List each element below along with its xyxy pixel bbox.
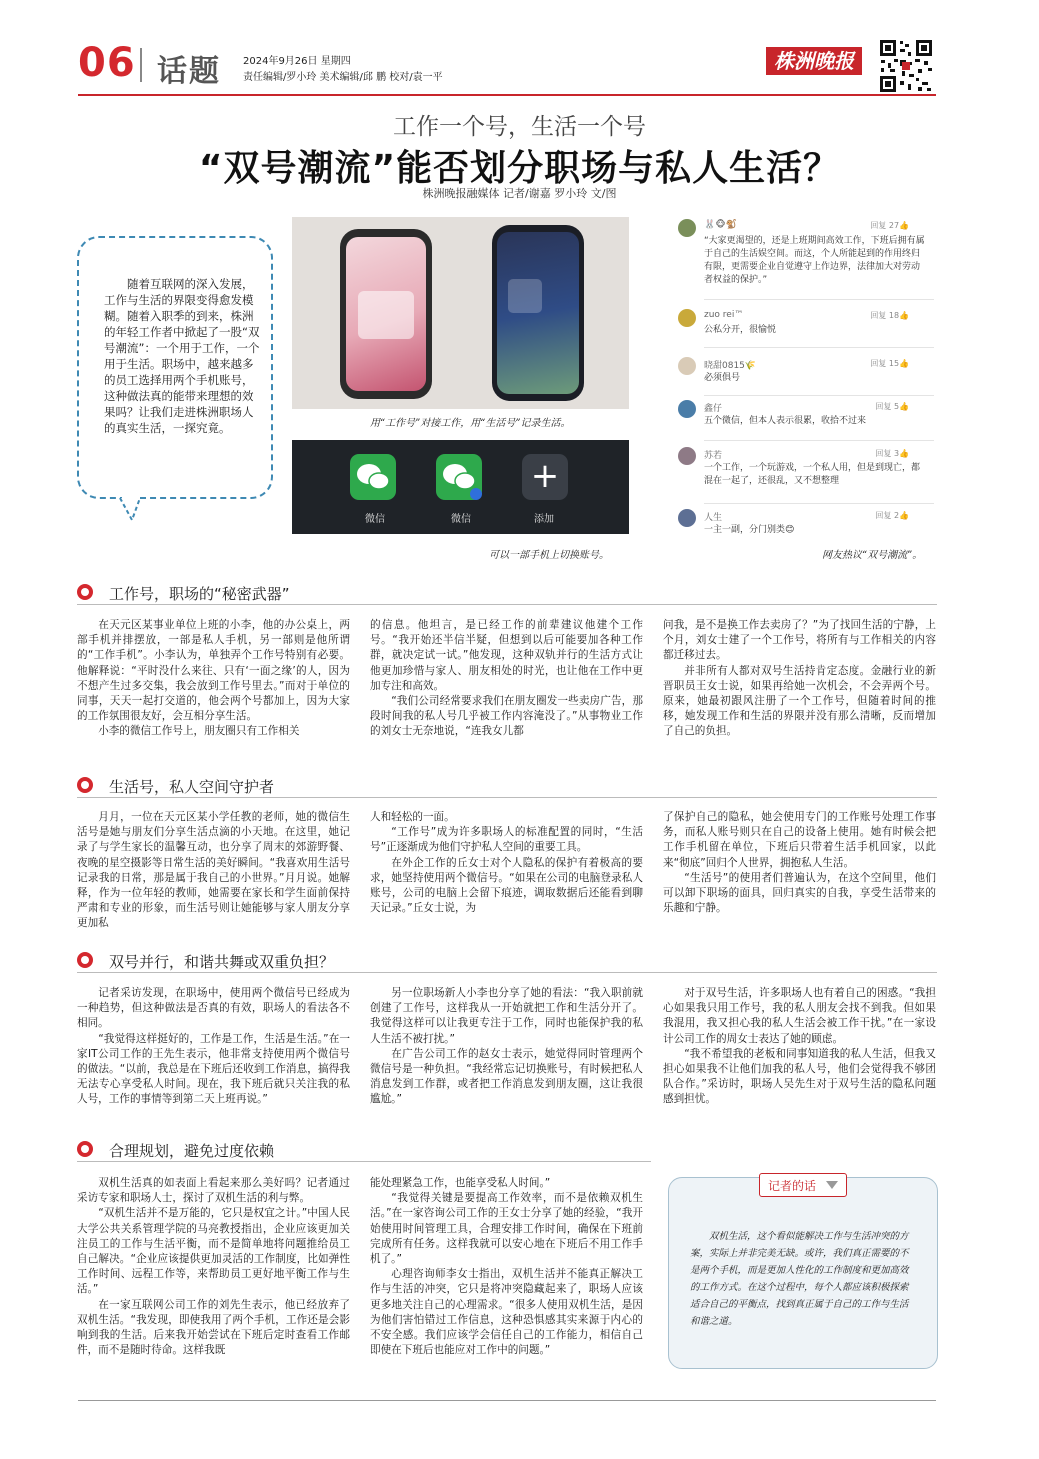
article-subhead: 工作一个号，生活一个号 <box>393 114 646 140</box>
section-title: 双号并行，和谐共舞或双重负担？ <box>109 953 335 971</box>
date-line: 2024年9月26日 星期四 <box>243 56 351 67</box>
reporter-note-text: 双机生活，这个看似能解决工作与生活冲突的方案，实际上并非完美无缺。或许，我们真正需要的不是两个手机，而是更加人性化的工作制度和更加高效的工作方式。在这个过程中，每个人都应该积极探索适合自己的平衡点，找到真正属于自己的工作与生活和谐之道。 <box>690 1231 909 1327</box>
photo-two-phones <box>292 217 629 409</box>
section-rule <box>77 797 937 798</box>
wechat-app-icon <box>350 454 396 500</box>
paragraph: 双机生活真的如表面上看起来那么美好吗？记者通过采访专家和职场人士，探讨了双机生活的利与弊。 <box>77 1177 350 1205</box>
paragraph: 在广告公司工作的赵女士表示，她觉得同时管理两个微信号是一种负担。“我经常忘记切换账号，有时候把私人消息发到工作群，或者把工作消息发到朋友圈，这让我很尴尬。” <box>370 1047 643 1106</box>
avatar <box>678 400 696 418</box>
section1-column2 <box>370 618 643 740</box>
paragraph: 并非所有人都对双号生活持肯定态度。金融行业的新晋职员王女士说，如果再给她一次机会，不会弄两个号。原来，她最初跟风注册了一个工作号，但随着时间的推移，她发现工作和生活的界限并没有那么清晰，反而增加了自己的负担。 <box>663 664 936 738</box>
paragraph: “双机生活并不是万能的，它只是权宜之计。”中国人民大学公共关系管理学院的马亮教授指出，企业应该更加关注员工的工作与生活平衡，而不是简单地将问题推给员工自己解决。“企业应该提供更加灵活的工作制度，比如弹性工作时间、远程工作等，来帮助员工更好地平衡工作与生活。” <box>77 1207 350 1296</box>
paragraph: “我们公司经常要求我们在朋友圈发一些卖房广告，那段时间我的私人号几乎被工作内容淹没了。”从事物业工作的刘女士无奈地说，“连我女儿都 <box>370 695 643 738</box>
comment-text: 五个微信，但本人表示很累，收拾不过来 <box>704 416 867 426</box>
caption-comments: 网友热议“双号潮流”。 <box>822 550 923 561</box>
avatar <box>678 447 696 465</box>
wechat-clone-icon <box>436 454 482 500</box>
photo-wechat-switcher <box>292 440 629 534</box>
paragraph: 在外企工作的丘女士对个人隐私的保护有着极高的要求，她坚持使用两个微信号。“如果在公司的电脑登录私人账号，公司的电脑上会留下痕迹，调取数据后还能看到聊天记录。”丘女士说，为 <box>370 856 643 915</box>
add-app-icon: + <box>522 454 568 500</box>
speech-tail-icon <box>118 490 152 524</box>
newspaper-logo: 株洲晚报 <box>766 47 862 75</box>
comment-meta: 回复 18👍 <box>870 311 909 320</box>
phone-pink-image <box>340 229 432 399</box>
paragraph: “工作号”成为许多职场人的标准配置的同时，“生活号”正逐渐成为他们守护私人空间的重要工具。 <box>370 826 643 854</box>
section-title: 合理规划，避免过度依赖 <box>109 1142 275 1160</box>
comment-meta: 回复 15👍 <box>870 359 909 368</box>
caption-switcher: 可以一部手机上切换账号。 <box>489 550 609 561</box>
comment-meta: 回复 27👍 <box>870 221 909 230</box>
section4-column1 <box>77 1176 350 1358</box>
comment-text: 必须俱号 <box>704 373 741 383</box>
section-title: 工作号，职场的“秘密武器” <box>109 585 290 603</box>
avatar <box>678 309 696 327</box>
comment-meta: 回复 2👍 <box>875 511 909 520</box>
paragraph: 月月，一位在天元区某小学任教的老师，她的微信生活号是她与朋友们分享生活点滴的小天地。在这里，她记录了与学生家长的温馨互动，也分享了周末的郊游野餐、夜晚的星空摄影等日常生活的美好瞬间。“我喜欢用生活号记录我的日常，那是属于我自己的小世界。”月月说。她解释，作为一位年轻的教师，她需要在家长和学生面前保持严肃和专业的形象，而生活号则让她能够与家人朋友分享更加私 <box>77 811 350 930</box>
comment-author: 🐰🐵🐒 <box>704 220 737 230</box>
comment-text: 公私分开，很愉悦 <box>704 325 777 335</box>
section-rule <box>77 1161 651 1162</box>
comment-author: 晓甜0815🌾 <box>704 361 757 371</box>
section-rule <box>77 604 937 605</box>
comment-author: 苏若 <box>704 451 723 461</box>
paragraph: 的信息。他坦言，是已经工作的前辈建议他建个工作号。“我开始还半信半疑，但想到以后可能要加各种工作群，就决定试一试。”他发现，这种双轨并行的生活方式让他更加珍惜与家人、朋友相处的时光，也让他在工作中更加专注和高效。 <box>370 619 643 692</box>
paragraph: 在天元区某事业单位上班的小李，他的办公桌上，两部手机并排摆放，一部是私人手机，另一部则是他所谓的“工作手机”。小李认为，单独弄个工作号特别有必要。他解释说：“平时没什么来往、只有‘一面之缘’的人，因为不想产生过多交集，我会放到工作号里去。”而对于单位的同事，天天一起打交道的，他会两个号都加上，因为大家的工作氛围很友好，会互相分享生活。 <box>77 619 350 723</box>
paragraph: “生活号”的使用者们普遍认为，在这个空间里，他们可以卸下职场的面具，回归真实的自我，享受生活带来的乐趣和宁静。 <box>663 871 936 915</box>
phone-blue-image <box>492 225 584 401</box>
section4-column2 <box>370 1176 643 1358</box>
section-name: 话题 <box>157 54 221 89</box>
comment-text: 一主一副，分门别类😊 <box>704 525 795 535</box>
avatar <box>678 219 696 237</box>
section3-column1 <box>77 986 350 1108</box>
qr-code-icon <box>878 38 934 94</box>
comment-author: 人生 <box>704 513 723 523</box>
article-byline: 株洲晚报融媒体 记者/谢嘉 罗小玲 文/图 <box>422 187 617 200</box>
comment-text: 一个工作，一个玩游戏，一个私人用，但是到现亡，都混在一起了，还很乱，又不想整理 <box>704 463 921 486</box>
section1-column1 <box>77 618 350 740</box>
paragraph: 记者采访发现，在职场中，使用两个微信号已经成为一种趋势，但这种做法是否真的有效，职场人的看法各不相同。 <box>77 987 350 1030</box>
masthead-rule <box>78 94 936 96</box>
divider <box>704 299 934 300</box>
section-bullet-icon <box>77 952 93 968</box>
section-bullet-icon <box>77 584 93 600</box>
reporter-note-tag <box>759 1173 847 1197</box>
intro-text: 随着互联网的深入发展，工作与生活的界限变得愈发模糊。随着入职季的到来，株洲的年轻工作者中掀起了一股“双号潮流”：一个用于工作，一个用于生活。职场中，越来越多的员工选择用两个手机账号，这种做法真的能带来理想的效果吗？让我们走进株洲职场人的真实生活，一探究竟。 <box>104 277 260 435</box>
section-title: 生活号，私人空间守护者 <box>109 778 275 796</box>
paragraph: 人和轻松的一面。 <box>370 811 455 823</box>
comment-text: “大家更渴望的，还是上班期间高效工作，下班后拥有属于自己的生活娱空间。而这，个人所能起到的作用终归有限，更需要企业自觉遵守上作边界，法律加大对劳动者权益的保护。” <box>704 236 925 285</box>
paragraph: 心理咨询师李女士指出，双机生活并不能真正解决工作与生活的冲突，它只是将冲突隐藏起来了，职场人应该更多地关注自己的心理需求。“很多人使用双机生活，是因为他们害怕错过工作信息，这种恐惧感其实来源于内心的不安全感。我们应该学会信任自己的工作能力，相信自己即使在下班后也能应对工作中的问题。” <box>370 1268 643 1357</box>
section-bullet-icon <box>77 777 93 793</box>
comment-author: 鑫仔 <box>704 404 723 414</box>
section3-column2 <box>370 986 643 1108</box>
avatar <box>678 357 696 375</box>
paragraph: 另一位职场新人小李也分享了她的看法：“我入职前就创建了工作号，这样我从一开始就把工作和生活分开了。我觉得这样可以让我更专注于工作，同时也能保护我的私人生活不被打扰。” <box>370 987 643 1045</box>
section2-column1 <box>77 810 350 932</box>
avatar <box>678 509 696 527</box>
paragraph: “我觉得关键是要提高工作效率，而不是依赖双机生活。”在一家咨询公司工作的王女士分享了她的经验，“我开始使用时间管理工具，合理安排工作时间，确保在下班前完成所有任务。这样我就可以安心地在下班后不用工作手机了。” <box>370 1192 643 1266</box>
comment-meta: 回复 3👍 <box>875 449 909 458</box>
add-label: 添加 <box>534 514 554 525</box>
section1-column3 <box>663 618 936 740</box>
wechat-label-1: 微信 <box>365 514 385 525</box>
editors-line: 责任编辑/罗小玲 美术编辑/邱 鹏 校对/袁一平 <box>243 72 443 83</box>
comments-panel <box>672 217 937 540</box>
masthead-divider <box>140 48 142 82</box>
paragraph: 在一家互联网公司工作的刘先生表示，他已经放弃了双机生活。“我发现，即使我用了两个手机，工作还是会影响到我的生活。后来我开始尝试在下班后定时查看工作邮件，而不是随时待命。这样我既 <box>77 1298 350 1357</box>
divider <box>704 395 934 396</box>
chevron-down-icon <box>826 1181 838 1189</box>
section-bullet-icon <box>77 1141 93 1157</box>
paragraph: 了保护自己的隐私，她会使用专门的工作账号处理工作事务，而私人账号则只在自己的设备上使用。她有时候会把工作手机留在单位，下班后只带着生活手机回家，以此来“彻底”回归个人世界，拥抱私人生活。 <box>663 811 936 869</box>
wechat-label-2: 微信 <box>451 514 471 525</box>
paragraph: 问我，是不是换工作去卖房了？”为了找回生活的宁静，上个月，刘女士建了一个工作号，将所有与工作相关的内容都迁移过去。 <box>663 619 936 662</box>
paragraph: 能处理紧急工作，也能享受私人时间。” <box>370 1177 551 1189</box>
comment-meta: 回复 5👍 <box>875 402 909 411</box>
divider <box>704 347 934 348</box>
divider <box>704 503 934 504</box>
section3-column3 <box>663 986 936 1108</box>
caption-phones: 用“工作号”对接工作，用“生活号”记录生活。 <box>370 418 571 429</box>
section2-column3 <box>663 810 936 916</box>
comment-author: zuo rei™ <box>704 310 744 320</box>
reporter-note-title: 记者的话 <box>768 1179 817 1193</box>
section2-column2 <box>370 810 643 916</box>
section-rule <box>77 972 937 973</box>
paragraph: 小李的微信工作号上，朋友圈只有工作相关 <box>98 725 300 738</box>
paragraph: “我不希望我的老板和同事知道我的私人生活，但我又担心如果我不让他们加我的私人号，他们会觉得我不够团队合作。”采访时，职场人吴先生对于双号生活的隐私问题感到担忧。 <box>663 1047 936 1106</box>
page-number: 06 <box>78 40 136 86</box>
divider <box>704 440 934 441</box>
paragraph: “我觉得这样挺好的，工作是工作，生活是生活。”在一家IT公司工作的王先生表示，他非常支持使用两个微信号的做法。“以前，我总是在下班后还收到工作消息，搞得我无法专心享受私人时间。现在，我下班后就只关注我的私人号，工作的事情等到第二天上班再说。” <box>77 1032 350 1106</box>
article-headline: “双号潮流”能否划分职场与私人生活？ <box>198 148 841 189</box>
bottom-rule <box>78 1400 936 1401</box>
paragraph: 对于双号生活，许多职场人也有着自己的困惑。“我担心如果我只用工作号，我的私人朋友会找不到我。但如果我混用，我又担心我的私人生活会被工作干扰。”在一家设计公司工作的周女士表达了她的顾虑。 <box>663 987 936 1045</box>
